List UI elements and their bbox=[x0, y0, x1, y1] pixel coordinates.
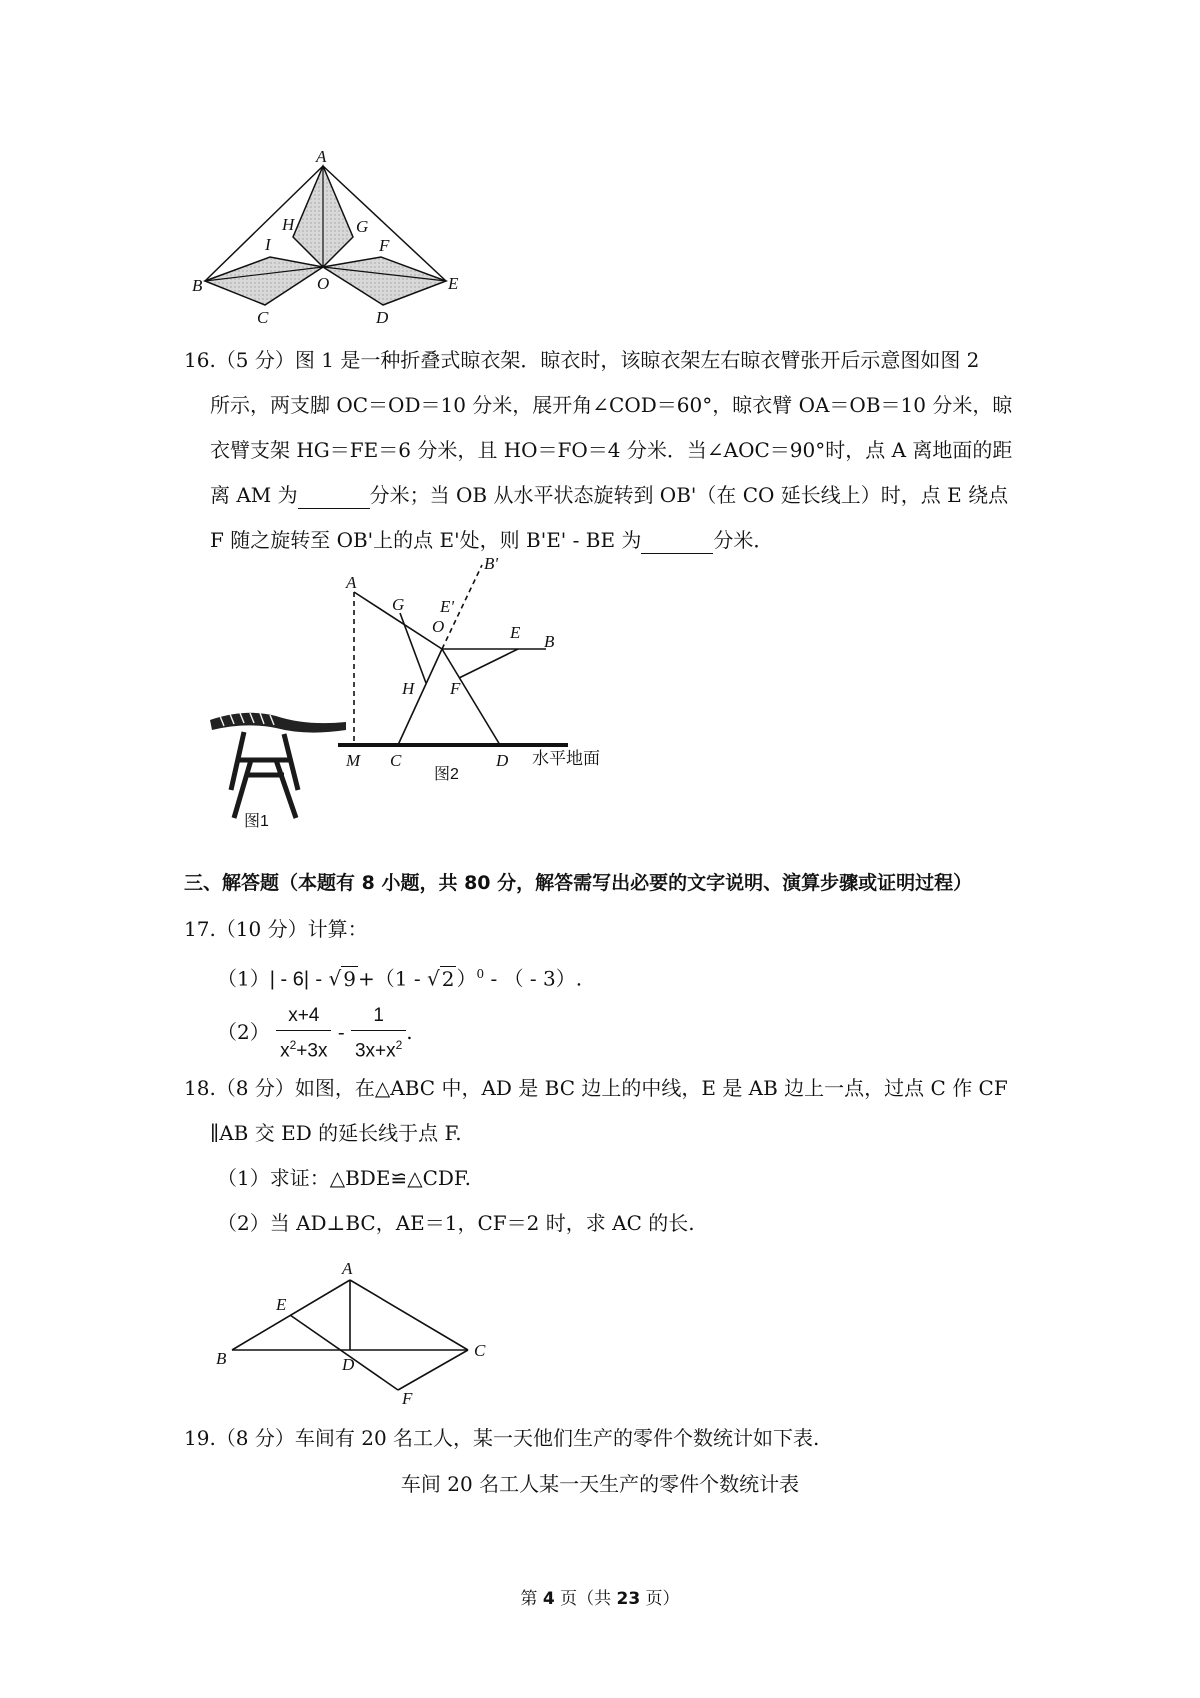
label-H: H bbox=[282, 215, 295, 234]
footer-page-number: 4 bbox=[542, 1589, 555, 1609]
q19-table-title: 车间 20 名工人某一天生产的零件个数统计表 bbox=[400, 1472, 800, 1496]
q17-title: 17.（10 分）计算： bbox=[184, 917, 368, 941]
q18-line2: ∥AB 交 ED 的延长线于点 F. bbox=[210, 1121, 462, 1145]
figure2-geometry-diagram bbox=[336, 550, 636, 845]
q17-sqrt2: 2 bbox=[441, 966, 455, 991]
q16-line5-part-a: F 随之旋转至 OB'上的点 E'处，则 B'E' - BE 为 bbox=[210, 528, 642, 552]
fig2-label-B: B bbox=[544, 632, 555, 651]
q17-paren: ） bbox=[456, 966, 477, 991]
fraction-1-den-x: x bbox=[280, 1040, 290, 1062]
q18-line4: （2）当 AD⊥BC，AE＝1，CF＝2 时，求 AC 的长. bbox=[217, 1211, 695, 1235]
label-D: D bbox=[376, 308, 389, 327]
q18-line3: （1）求证：△BDE≌△CDF. bbox=[217, 1166, 472, 1190]
q17-part2-end: . bbox=[406, 1020, 413, 1045]
label-C: C bbox=[257, 308, 269, 327]
q17-part2-prefix: （2） bbox=[217, 1020, 270, 1045]
fig2-label-B-prime: B' bbox=[484, 554, 499, 573]
footer-text-c: 页） bbox=[640, 1589, 680, 1609]
q19-line1: 19.（8 分）车间有 20 名工人，某一天他们生产的零件个数统计如下表. bbox=[184, 1426, 820, 1450]
fig2-label-O: O bbox=[432, 617, 445, 636]
label-E: E bbox=[448, 274, 459, 293]
q18-label-D: D bbox=[342, 1355, 355, 1374]
q18-label-C: C bbox=[474, 1341, 486, 1360]
fig2-label-E: E bbox=[510, 623, 521, 642]
fraction-2 bbox=[351, 1002, 406, 1065]
q17-sqrt9: 9 bbox=[343, 966, 356, 991]
q16-line3: 衣臂支架 HG＝FE＝6 分米，且 HO＝FO＝4 分米．当∠AOC＝90°时，点 A 离地面的距 bbox=[210, 438, 1013, 462]
sqrt-icon: √ bbox=[328, 966, 342, 991]
label-G: G bbox=[356, 217, 369, 236]
fig2-label-G: G bbox=[392, 595, 405, 614]
label-I: I bbox=[265, 235, 271, 254]
fraction-2-den-exp: 2 bbox=[395, 1038, 403, 1052]
label-F: F bbox=[379, 236, 390, 255]
label-B: B bbox=[192, 276, 203, 295]
q18-label-B: B bbox=[216, 1349, 227, 1368]
q16-line4-part-a: 离 AM 为 bbox=[210, 483, 298, 507]
footer-page-total: 23 bbox=[616, 1589, 641, 1609]
q17-minus: - bbox=[309, 966, 329, 991]
answer-blank-1[interactable] bbox=[298, 488, 370, 509]
fraction-1 bbox=[276, 1002, 331, 1065]
fraction-1-den-rest: +3x bbox=[296, 1040, 328, 1062]
label-A: A bbox=[316, 150, 327, 166]
q16-line1: 16.（5 分）图 1 是一种折叠式晾衣架．晾衣时，该晾衣架左右晾衣臂张开后示意图如图 2 bbox=[184, 348, 980, 372]
footer-text-b: 页（共 bbox=[554, 1589, 617, 1609]
fraction-2-den-a: 3x+x bbox=[354, 1040, 396, 1062]
q16-line2: 所示，两支脚 OC＝OD＝10 分米，展开角∠COD＝60°，晾衣臂 OA＝OB＝10 分米，晾 bbox=[210, 393, 1013, 417]
fraction-1-numerator: x+4 bbox=[276, 1002, 331, 1031]
q18-label-E: E bbox=[276, 1295, 287, 1314]
figure-q18-triangle bbox=[210, 1258, 500, 1408]
figure1-drying-rack-image bbox=[206, 700, 356, 830]
q17-plus: +（1 - bbox=[358, 966, 427, 991]
sqrt-icon: √ bbox=[426, 966, 440, 991]
figure1-caption: 图1 bbox=[244, 813, 269, 830]
q17-part2 bbox=[217, 1002, 413, 1065]
fig2-label-H: H bbox=[402, 679, 415, 698]
answer-blank-2[interactable] bbox=[641, 533, 713, 554]
fraction-2-denominator bbox=[351, 1031, 406, 1065]
fraction-1-denominator bbox=[276, 1031, 331, 1065]
q17-exponent: 0 bbox=[476, 967, 485, 981]
diagram-top-rhombi bbox=[190, 150, 480, 330]
figure2-caption: 图2 bbox=[434, 766, 459, 783]
q18-line1: 18.（8 分）如图，在△ABC 中，AD 是 BC 边上的中线，E 是 AB 边上一点，过点 C 作 CF bbox=[184, 1076, 1008, 1100]
fig2-label-M: M bbox=[346, 751, 361, 770]
fig2-label-C: C bbox=[390, 751, 402, 770]
fraction-2-numerator: 1 bbox=[351, 1002, 406, 1031]
label-O: O bbox=[317, 274, 330, 293]
fig2-label-E-prime: E' bbox=[440, 597, 455, 616]
q17-part1-prefix: （1） bbox=[217, 966, 270, 991]
fig2-label-A: A bbox=[346, 573, 357, 592]
page-footer bbox=[0, 1585, 1200, 1613]
footer-text-a: 第 bbox=[520, 1589, 543, 1609]
q17-tail: - （ - 3）. bbox=[484, 966, 583, 991]
q18-label-A: A bbox=[342, 1259, 353, 1278]
q17-part2-minus: - bbox=[337, 1020, 351, 1045]
q16-line5-part-b: 分米． bbox=[713, 528, 774, 552]
fig2-label-F: F bbox=[450, 679, 461, 698]
q18-label-F: F bbox=[402, 1389, 413, 1408]
q17-part1 bbox=[217, 960, 582, 994]
ground-label: 水平地面 bbox=[532, 749, 600, 768]
q17-abs-value: | - 6| bbox=[269, 968, 310, 991]
fig2-label-D: D bbox=[496, 751, 509, 770]
fraction-1-den-exp: 2 bbox=[289, 1038, 297, 1052]
q16-line4-part-b: 分米；当 OB 从水平状态旋转到 OB'（在 CO 延长线上）时，点 E 绕点 bbox=[369, 483, 1009, 507]
q16-line4 bbox=[210, 481, 1008, 509]
section3-heading: 三、解答题（本题有 8 小题，共 80 分，解答需写出必要的文字说明、演算步骤或证明过程） bbox=[184, 872, 973, 894]
